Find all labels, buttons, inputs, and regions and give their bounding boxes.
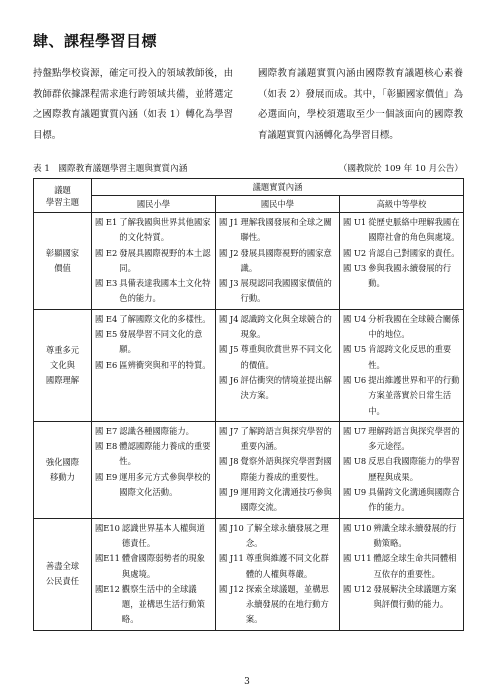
content-item [95, 246, 212, 277]
content-item [95, 358, 212, 373]
table-header-row [34, 179, 464, 196]
content-text: 發展具國際視野的國家意識。 [240, 247, 332, 273]
content-item [219, 276, 336, 307]
content-code: 國 J6 [219, 374, 239, 385]
content-code: 國 U12 [343, 583, 372, 594]
content-cell-junior [216, 309, 340, 421]
content-cell-senior [340, 421, 464, 518]
content-code: 國E10 [95, 522, 120, 533]
content-item [343, 424, 460, 455]
content-text: 理解我國發展和全球之關聯性。 [240, 217, 332, 243]
content-item [95, 276, 212, 307]
content-item [219, 582, 336, 628]
learning-theme: 強化國際 移動力 [45, 456, 80, 482]
content-code: 國 J9 [219, 487, 239, 498]
content-item [219, 246, 336, 277]
content-code: 國 J2 [219, 247, 239, 258]
content-text: 發展具國際視野的本土認同。 [119, 247, 211, 273]
content-text: 了解全球永續發展之理念。 [245, 522, 329, 548]
content-item [219, 342, 336, 373]
content-code: 國E11 [95, 553, 120, 564]
content-cell-elementary [92, 518, 216, 630]
content-code: 國 J5 [219, 344, 239, 355]
content-code: 國 U3 [343, 262, 367, 273]
content-code: 國 U7 [343, 425, 367, 436]
content-cell-elementary [92, 213, 216, 310]
issue-content-table [33, 178, 464, 631]
content-code: 國 J10 [219, 522, 244, 533]
content-text: 體會國際弱勢者的現象與處境。 [121, 553, 205, 579]
section-heading: 肆、課程學習目標 [33, 32, 158, 50]
content-text: 了解跨語言與探究學習的重要內涵。 [240, 425, 332, 452]
content-item [95, 521, 212, 552]
content-code: 國 J12 [219, 583, 244, 594]
content-text: 發展學習不同文化的意願。 [119, 329, 203, 355]
content-code: 國 U2 [343, 247, 367, 258]
left-paragraph-column [33, 64, 233, 146]
level-header-elementary: 國民小學 [92, 196, 216, 213]
learning-theme: 彰顯國家 價值 [45, 247, 80, 273]
content-code: 國 E9 [95, 471, 118, 482]
content-item [95, 327, 212, 358]
content-code: 國 U10 [343, 522, 372, 533]
right-paragraph-column [258, 64, 463, 146]
learning-theme-cell [34, 518, 92, 630]
table-note: （國教院於 109 年 10 月公告） [338, 164, 463, 174]
content-text: 認識各種國際能力。 [119, 425, 194, 436]
level-header-senior: 高級中等學校 [340, 196, 464, 213]
content-cell-junior [216, 518, 340, 630]
theme-header: 議題 學習主題 [34, 179, 92, 213]
table-row [34, 213, 464, 310]
content-cell-senior [340, 518, 464, 630]
left-paragraph: 持盤點學校資源，確定可投入的領域教師後，由教師群依據課程需求進行跨領域共備，並將選定之國際教育議題實質內涵（如表 1）轉化為學習目標。 [33, 68, 233, 141]
content-item [95, 470, 212, 501]
content-item [343, 551, 460, 582]
learning-theme-cell [34, 421, 92, 518]
content-code: 國 U6 [343, 374, 367, 385]
learning-theme: 善盡全球 公民責任 [45, 561, 80, 587]
table-row [34, 421, 464, 518]
content-text: 反思自我國際能力的學習歷程與成果。 [368, 456, 460, 482]
content-item [343, 521, 460, 552]
learning-theme-cell [34, 213, 92, 310]
content-item [343, 342, 460, 373]
content-item [95, 582, 212, 628]
learning-theme: 尊重多元 文化與 國際理解 [45, 344, 80, 385]
content-text: 參與我國永續發展的行動。 [368, 262, 452, 289]
content-text: 探索全球議題，並構思永續發展的在地行動方案。 [245, 583, 329, 625]
content-code: 國 E8 [95, 441, 118, 452]
content-text: 覺察外語與探究學習對國際能力養成的重要性。 [240, 456, 332, 482]
content-item [343, 485, 460, 516]
content-text: 認識跨文化與全球競合的現象。 [240, 313, 332, 340]
content-text: 提出維護世界和平的行動方案並落實於日常生活中。 [368, 374, 460, 416]
content-cell-elementary [92, 309, 216, 421]
table-caption-row [33, 162, 463, 174]
content-text: 具備跨文化溝通與國際合作的能力。 [368, 487, 460, 513]
content-code: 國 E3 [95, 278, 118, 289]
content-code: 國 J1 [219, 217, 239, 227]
content-text: 發展解決全球議題方案與評價行動的能力。 [373, 583, 457, 610]
right-paragraph: 國際教育議題實質內涵由國際教育議題核心素養（如表 2）發展而成。其中，「彰顯國家價值」為必選面向，學校須選取至少一個該面向的國際教育議題實質內涵轉化為學習目標。 [258, 68, 463, 141]
content-code: 國 U11 [343, 553, 372, 564]
content-code: 國E12 [95, 583, 120, 594]
content-text: 認識世界基本人權與道德責任。 [121, 522, 205, 548]
content-code: 國 U9 [343, 487, 367, 498]
content-text: 運用多元方式參與學校的國際文化活動。 [119, 471, 211, 498]
content-item [343, 454, 460, 485]
content-text: 從歷史脈絡中理解我國在國際社會的角色與處境。 [368, 217, 460, 243]
content-item [95, 439, 212, 470]
content-code: 國 J7 [219, 425, 239, 436]
content-text: 肯認自己對國家的責任。 [368, 247, 460, 258]
content-text: 具備表達我國本土文化特色的能力。 [119, 278, 211, 304]
content-text: 肯認跨文化反思的重要性。 [368, 344, 452, 370]
content-item [219, 454, 336, 485]
content-item [343, 215, 460, 246]
content-text: 展現認同我國國家價值的行動。 [240, 278, 332, 304]
content-code: 國 U1 [343, 217, 367, 227]
content-cell-senior [340, 309, 464, 421]
content-cell-junior [216, 213, 340, 310]
content-text: 體認國際能力養成的重要性。 [119, 441, 211, 467]
level-header-row [34, 196, 464, 213]
content-item [219, 312, 336, 343]
content-code: 國 E2 [95, 247, 118, 258]
level-header-junior: 國民中學 [216, 196, 340, 213]
content-text: 觀察生活中的全球議題，並構思生活行動策略。 [121, 583, 205, 625]
content-cell-junior [216, 421, 340, 518]
content-code: 國 J11 [219, 553, 244, 564]
content-item [95, 312, 212, 327]
content-code: 國 J3 [219, 278, 239, 289]
content-text: 了解我國與世界其他國家的文化特質。 [119, 217, 211, 243]
content-item [95, 215, 212, 246]
content-code: 國 E6 [95, 359, 118, 370]
content-text: 區辨衝突與和平的特質。 [119, 359, 211, 370]
content-text: 評估衝突的情境並提出解決方案。 [240, 374, 332, 401]
page-number: 3 [244, 677, 250, 687]
content-item [219, 424, 336, 455]
learning-theme-cell [34, 309, 92, 421]
content-code: 國 J4 [219, 313, 239, 324]
content-item [343, 261, 460, 292]
content-code: 國 E7 [95, 425, 118, 436]
content-item [219, 373, 336, 404]
content-text: 尊重與維護不同文化群體的人權與尊嚴。 [245, 553, 329, 579]
content-text: 體認全球生命共同體相互依存的重要性。 [373, 553, 457, 579]
content-item [219, 521, 336, 552]
content-code: 國 J8 [219, 456, 239, 467]
table-row [34, 518, 464, 630]
content-item [343, 373, 460, 419]
content-code: 國 E4 [95, 313, 118, 324]
content-text: 理解跨語言與探究學習的多元途徑。 [368, 425, 460, 452]
content-item [95, 424, 212, 439]
content-text: 辨識全球永續發展的行動策略。 [373, 522, 457, 548]
content-code: 國 U5 [343, 344, 367, 355]
content-item [219, 215, 336, 246]
content-item [219, 485, 336, 516]
content-code: 國 E1 [95, 217, 118, 227]
content-text: 了解國際文化的多樣性。 [119, 313, 211, 324]
content-text: 運用跨文化溝通技巧參與國際交流。 [240, 487, 332, 513]
table-caption: 表 1 國際教育議題學習主題與實質內涵 [33, 164, 188, 174]
content-text: 分析我國在全球競合關係中的地位。 [368, 313, 460, 340]
content-item [343, 582, 460, 613]
content-code: 國 U4 [343, 313, 367, 324]
content-item [343, 246, 460, 261]
content-cell-elementary [92, 421, 216, 518]
content-code: 國 E5 [95, 329, 118, 340]
content-text: 尊重與欣賞世界不同文化的價值。 [240, 344, 332, 370]
content-item [219, 551, 336, 582]
content-item [343, 312, 460, 343]
content-cell-senior [340, 213, 464, 310]
content-header: 議題實質內涵 [92, 179, 464, 196]
content-item [95, 551, 212, 582]
table-row [34, 309, 464, 421]
content-code: 國 U8 [343, 456, 367, 467]
